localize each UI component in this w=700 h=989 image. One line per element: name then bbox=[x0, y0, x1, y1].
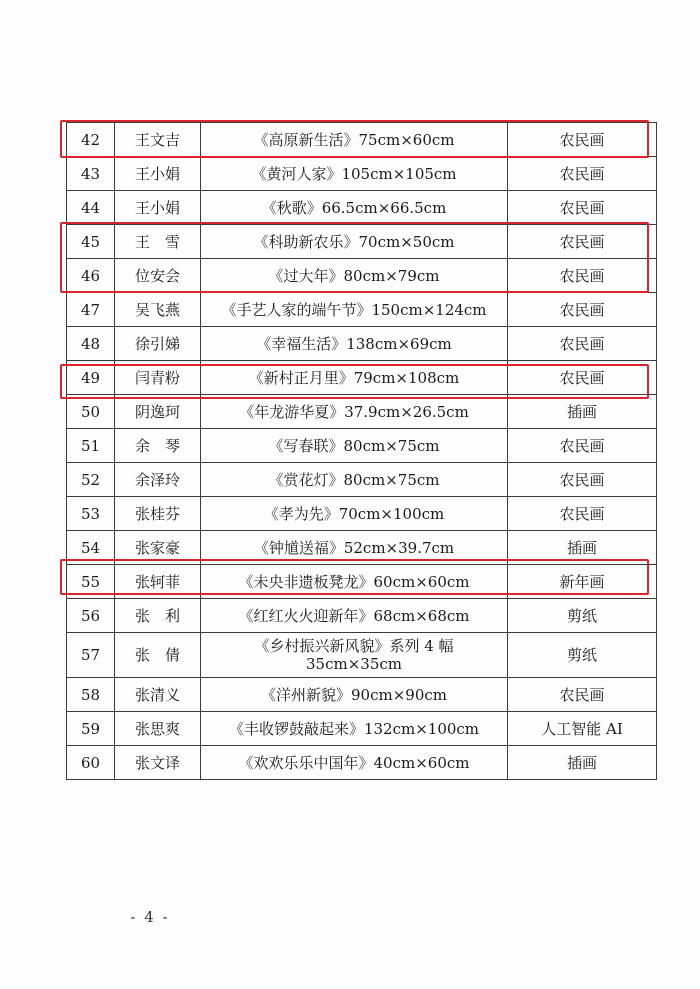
artist-name: 张家豪 bbox=[115, 531, 201, 565]
artwork-title: 《洋州新貌》90cm×90cm bbox=[201, 678, 508, 712]
table-row bbox=[67, 497, 657, 531]
artist-name: 张 倩 bbox=[115, 633, 201, 678]
artist-name: 闫青粉 bbox=[115, 361, 201, 395]
table-row bbox=[67, 259, 657, 293]
table-row bbox=[67, 395, 657, 429]
row-number: 59 bbox=[67, 712, 115, 746]
artist-name: 王文吉 bbox=[115, 123, 201, 157]
row-number: 54 bbox=[67, 531, 115, 565]
artist-name: 张清义 bbox=[115, 678, 201, 712]
art-category: 农民画 bbox=[508, 463, 657, 497]
artist-name: 张 利 bbox=[115, 599, 201, 633]
artist-name: 王小娟 bbox=[115, 157, 201, 191]
art-category: 新年画 bbox=[508, 565, 657, 599]
artwork-title: 《秋歌》66.5cm×66.5cm bbox=[201, 191, 508, 225]
row-number: 47 bbox=[67, 293, 115, 327]
artist-name: 王 雪 bbox=[115, 225, 201, 259]
row-number: 45 bbox=[67, 225, 115, 259]
art-category: 插画 bbox=[508, 395, 657, 429]
table-row bbox=[67, 157, 657, 191]
table-row bbox=[67, 746, 657, 780]
artwork-title: 《新村正月里》79cm×108cm bbox=[201, 361, 508, 395]
artwork-title: 《欢欢乐乐中国年》40cm×60cm bbox=[201, 746, 508, 780]
artwork-title: 《幸福生活》138cm×69cm bbox=[201, 327, 508, 361]
artwork-title: 《丰收锣鼓敲起来》132cm×100cm bbox=[201, 712, 508, 746]
art-category: 农民画 bbox=[508, 157, 657, 191]
artist-name: 余 琴 bbox=[115, 429, 201, 463]
row-number: 49 bbox=[67, 361, 115, 395]
art-category: 农民画 bbox=[508, 225, 657, 259]
table-row bbox=[67, 565, 657, 599]
artwork-title: 《高原新生活》75cm×60cm bbox=[201, 123, 508, 157]
artwork-title: 《过大年》80cm×79cm bbox=[201, 259, 508, 293]
table-row bbox=[67, 429, 657, 463]
page-number: - 4 - bbox=[130, 908, 170, 926]
table-row bbox=[67, 123, 657, 157]
row-number: 53 bbox=[67, 497, 115, 531]
artwork-table bbox=[66, 122, 657, 780]
row-number: 58 bbox=[67, 678, 115, 712]
art-category: 农民画 bbox=[508, 191, 657, 225]
artist-name: 张文译 bbox=[115, 746, 201, 780]
artwork-title: 《未央非遗板凳龙》60cm×60cm bbox=[201, 565, 508, 599]
art-category: 农民画 bbox=[508, 429, 657, 463]
row-number: 50 bbox=[67, 395, 115, 429]
row-number: 48 bbox=[67, 327, 115, 361]
art-category: 剪纸 bbox=[508, 633, 657, 678]
art-category: 插画 bbox=[508, 746, 657, 780]
artist-name: 位安会 bbox=[115, 259, 201, 293]
artwork-title: 《孝为先》70cm×100cm bbox=[201, 497, 508, 531]
table-row bbox=[67, 712, 657, 746]
artist-name: 张思爽 bbox=[115, 712, 201, 746]
artwork-title: 《科助新农乐》70cm×50cm bbox=[201, 225, 508, 259]
artwork-title: 《钟馗送福》52cm×39.7cm bbox=[201, 531, 508, 565]
table-row bbox=[67, 678, 657, 712]
artwork-title: 《黄河人家》105cm×105cm bbox=[201, 157, 508, 191]
art-category: 插画 bbox=[508, 531, 657, 565]
artist-name: 余泽玲 bbox=[115, 463, 201, 497]
artwork-title-line: 《乡村振兴新风貌》系列 4 幅 bbox=[254, 637, 454, 655]
artwork-size-line: 35cm×35cm bbox=[306, 655, 402, 673]
art-category: 人工智能 AI bbox=[508, 712, 657, 746]
artist-name: 阴逸珂 bbox=[115, 395, 201, 429]
row-number: 52 bbox=[67, 463, 115, 497]
artwork-title: 《赏花灯》80cm×75cm bbox=[201, 463, 508, 497]
row-number: 42 bbox=[67, 123, 115, 157]
row-number: 46 bbox=[67, 259, 115, 293]
row-number: 51 bbox=[67, 429, 115, 463]
row-number: 60 bbox=[67, 746, 115, 780]
table-row bbox=[67, 463, 657, 497]
table-row bbox=[67, 191, 657, 225]
art-category: 农民画 bbox=[508, 497, 657, 531]
artist-name: 张轲菲 bbox=[115, 565, 201, 599]
artist-name: 徐引娣 bbox=[115, 327, 201, 361]
art-category: 农民画 bbox=[508, 361, 657, 395]
row-number: 56 bbox=[67, 599, 115, 633]
row-number: 57 bbox=[67, 633, 115, 678]
artwork-title: 《写春联》80cm×75cm bbox=[201, 429, 508, 463]
table-row bbox=[67, 531, 657, 565]
artist-name: 吴飞燕 bbox=[115, 293, 201, 327]
artwork-title: 《手艺人家的端午节》150cm×124cm bbox=[201, 293, 508, 327]
table-row bbox=[67, 599, 657, 633]
row-number: 43 bbox=[67, 157, 115, 191]
artwork-title: 《红红火火迎新年》68cm×68cm bbox=[201, 599, 508, 633]
table-row bbox=[67, 633, 657, 678]
art-category: 剪纸 bbox=[508, 599, 657, 633]
art-category: 农民画 bbox=[508, 293, 657, 327]
artist-name: 张桂芬 bbox=[115, 497, 201, 531]
table-row bbox=[67, 361, 657, 395]
row-number: 55 bbox=[67, 565, 115, 599]
art-category: 农民画 bbox=[508, 259, 657, 293]
table-row bbox=[67, 225, 657, 259]
artwork-title bbox=[201, 633, 508, 678]
table-row bbox=[67, 293, 657, 327]
art-category: 农民画 bbox=[508, 678, 657, 712]
row-number: 44 bbox=[67, 191, 115, 225]
art-category: 农民画 bbox=[508, 123, 657, 157]
artist-name: 王小娟 bbox=[115, 191, 201, 225]
art-category: 农民画 bbox=[508, 327, 657, 361]
artwork-title: 《年龙游华夏》37.9cm×26.5cm bbox=[201, 395, 508, 429]
table-row bbox=[67, 327, 657, 361]
